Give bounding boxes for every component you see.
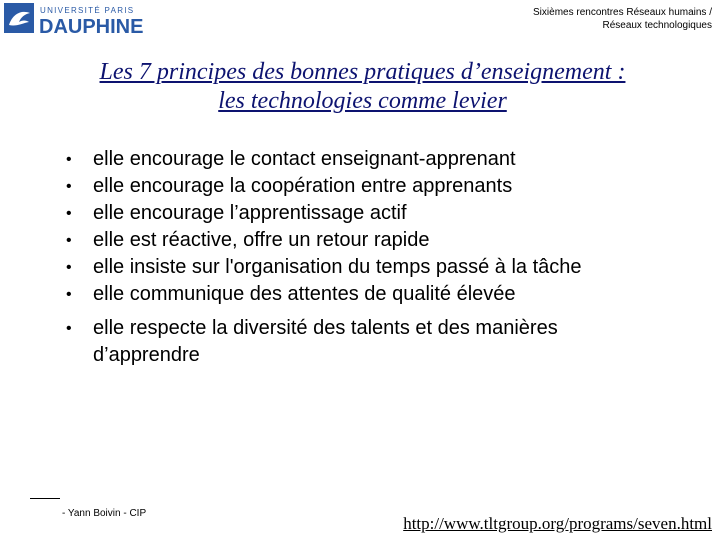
bullet-icon: • <box>66 320 72 337</box>
list-item-text: elle encourage l’apprentissage actif <box>93 202 407 224</box>
dauphine-logo <box>4 3 160 37</box>
list-item <box>66 281 666 308</box>
list-item-text: elle encourage le contact enseignant-apprenant <box>93 148 516 170</box>
bullet-icon: • <box>66 259 72 276</box>
list-item-text: elle est réactive, offre un retour rapide <box>93 229 430 251</box>
bullet-icon: • <box>66 232 72 249</box>
slide-title <box>40 58 685 116</box>
bullet-icon: • <box>66 151 72 168</box>
list-item <box>66 200 666 227</box>
slide-title-line-1: Les 7 principes des bonnes pratiques d’enseignement : <box>99 59 626 85</box>
list-item <box>66 315 666 369</box>
logo-name-text: DAUPHINE <box>39 16 144 37</box>
bullet-icon: • <box>66 205 72 222</box>
source-link[interactable]: http://www.tltgroup.org/programs/seven.html <box>403 514 712 533</box>
slide-title-line-2: les technologies comme levier <box>218 88 507 114</box>
bullet-icon: • <box>66 178 72 195</box>
list-item-text: elle encourage la coopération entre apprenants <box>93 175 513 197</box>
list-item-text: elle communique des attentes de qualité élevée <box>93 283 516 305</box>
list-item <box>66 254 666 281</box>
list-item-text: elle respecte la diversité des talents et des manières d’apprendre <box>93 317 558 366</box>
conference-title <box>412 6 712 32</box>
logo-top-text: UNIVERSITÉ PARIS <box>40 6 135 15</box>
list-item <box>66 227 666 254</box>
author-credit: - Yann Boivin - CIP <box>62 508 147 519</box>
conference-line-2: Réseaux technologiques <box>602 20 712 31</box>
footer-divider <box>30 498 60 499</box>
list-item-text: elle insiste sur l'organisation du temps passé à la tâche <box>93 256 582 278</box>
conference-line-1: Sixièmes rencontres Réseaux humains / <box>533 7 712 18</box>
list-item <box>66 146 666 173</box>
principles-list <box>66 146 666 376</box>
list-item <box>66 173 666 200</box>
bullet-icon: • <box>66 286 72 303</box>
